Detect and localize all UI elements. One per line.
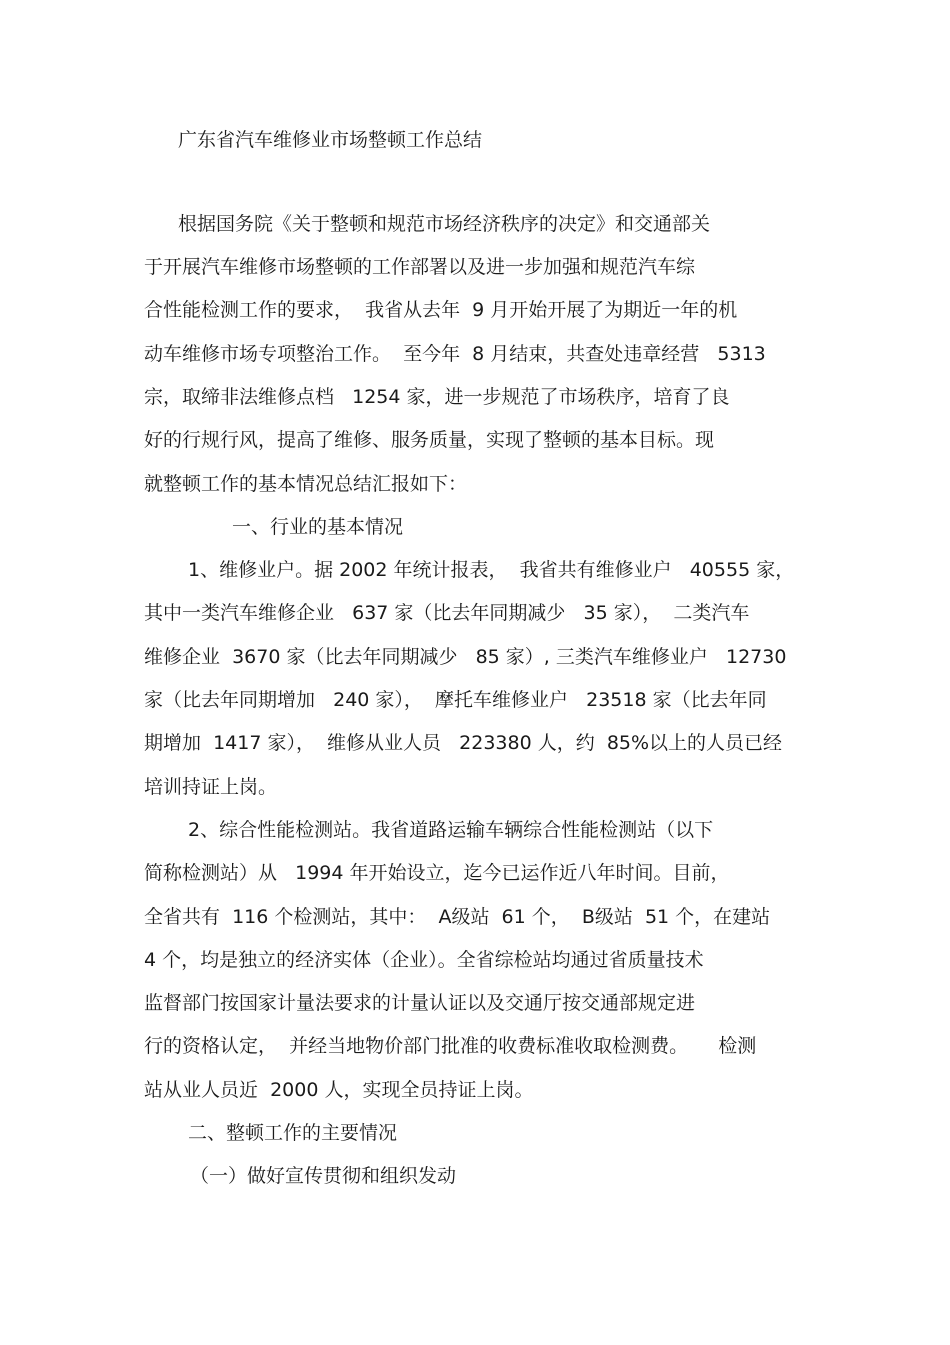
paragraph-line: 于开展汽车维修市场整顿的工作部署以及进一步加强和规范汽车综 [144,256,696,278]
paragraph-line: 家（比去年同期增加 240 家）， 摩托车维修业户 23518 家（比去年同 [144,689,767,711]
paragraph-line: 期增加 1417 家）， 维修从业人员 223380 人，约 85%以上的人员已经 [144,732,783,754]
paragraph-line: 培训持证上岗。 [144,776,278,798]
paragraph-line: 动车维修市场专项整治工作。 至今年 8 月结束，共查处违章经营 5313 [144,343,766,365]
paragraph-line: 其中一类汽车维修企业 637 家（比去年同期减少 35 家）， 二类汽车 [144,602,750,624]
paragraph-line: 行的资格认定， 并经当地物价部门批准的收费标准收取检测费。 检测 [144,1035,757,1057]
paragraph-line: 2、综合性能检测站。我省道路运输车辆综合性能检测站（以下 [188,819,714,841]
paragraph-line: 1、维修业户。据 2002 年统计报表， 我省共有维修业户 40555 家， [188,559,795,581]
paragraph-line: 好的行规行风，提高了维修、服务质量，实现了整顿的基本目标。现 [144,429,715,451]
paragraph-line: 合性能检测工作的要求， 我省从去年 9 月开始开展了为期近一年的机 [144,299,738,321]
paragraph-line: 简称检测站）从 1994 年开始设立，迄今已运作近八年时间。目前， [144,862,730,884]
document-title: 广东省汽车维修业市场整顿工作总结 [178,129,483,151]
paragraph-line: 宗，取缔非法维修点档 1254 家，进一步规范了市场秩序，培育了良 [144,386,730,408]
paragraph-line: 维修企业 3670 家（比去年同期减少 85 家）, 三类汽车维修业户 12730 [144,646,787,668]
paragraph-line: 就整顿工作的基本情况总结汇报如下： [144,473,468,495]
paragraph-line: 根据国务院《关于整顿和规范市场经济秩序的决定》和交通部关 [178,213,711,235]
paragraph-line: 站从业人员近 2000 人，实现全员持证上岗。 [144,1079,534,1101]
section-heading: 二、整顿工作的主要情况 [188,1122,398,1144]
subsection-heading: （一）做好宣传贯彻和组织发动 [190,1165,457,1187]
paragraph-line: 4 个，均是独立的经济实体（企业）。全省综检站均通过省质量技术 [144,949,704,971]
section-heading: 一、行业的基本情况 [232,516,404,538]
paragraph-line: 监督部门按国家计量法要求的计量认证以及交通厅按交通部规定进 [144,992,696,1014]
paragraph-line: 全省共有 116 个检测站，其中： A级站 61 个， B级站 51 个，在建站 [144,906,771,928]
